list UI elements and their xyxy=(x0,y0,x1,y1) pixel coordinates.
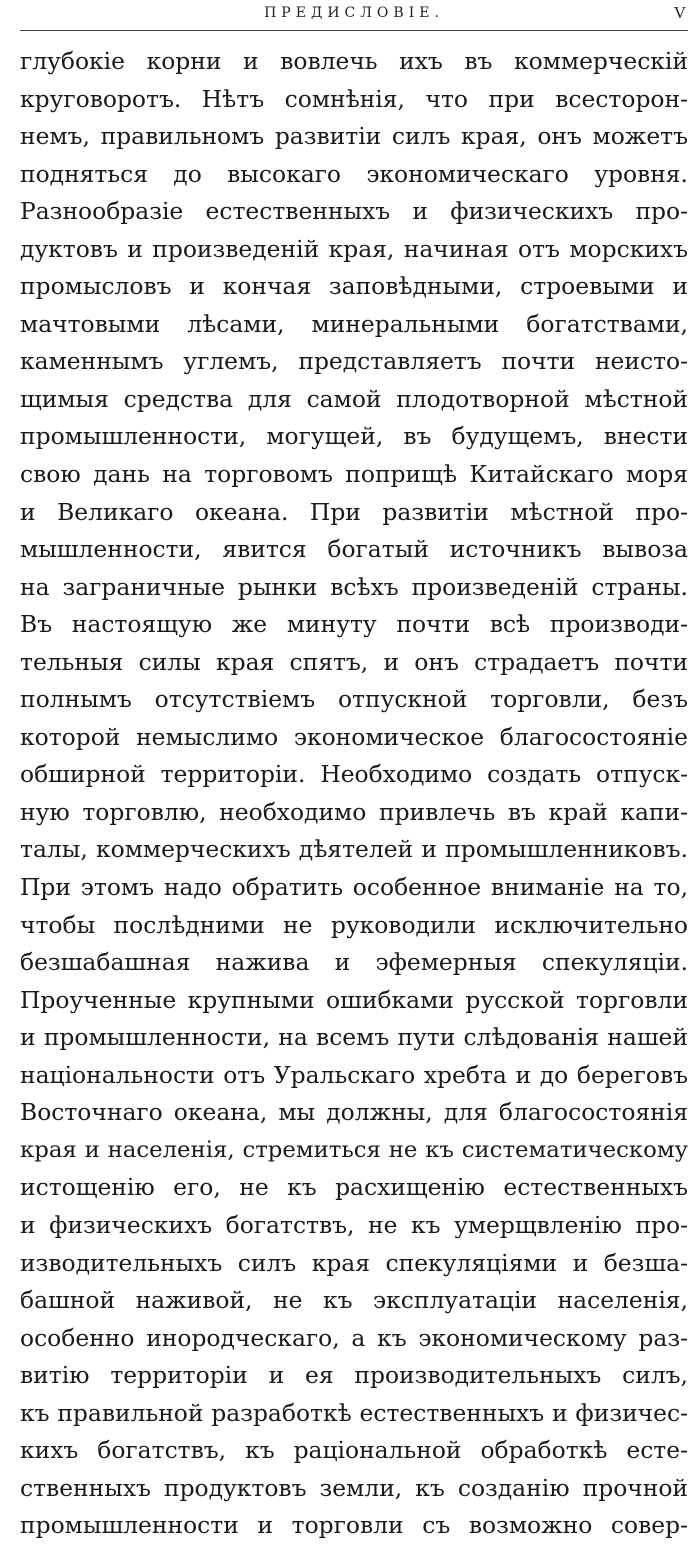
text-line: кихъ богатствъ, къ раціональной обработкѣ есте- xyxy=(20,1436,688,1465)
text-line: ственныхъ продуктовъ земли, къ созданію прочной xyxy=(20,1473,688,1502)
text-line: талы, коммерческихъ дѣятелей и промышленниковъ. xyxy=(20,835,688,864)
text-line: каменнымъ углемъ, представляетъ почти неисто- xyxy=(20,347,688,376)
text-line: тельныя силы края спятъ, и онъ страдаетъ почти xyxy=(20,647,688,676)
text-line: обширной территоріи. Необходимо создать отпуск- xyxy=(20,760,688,789)
text-line: Разнообразіе естественныхъ и физическихъ про- xyxy=(20,197,688,226)
text-line: которой немыслимо экономическое благосостояніе xyxy=(20,722,688,751)
text-line: безшабашная нажива и эфемерныя спекуляціи. xyxy=(20,948,688,977)
text-line: мачтовыми лѣсами, минеральными богатствами, xyxy=(20,309,688,338)
text-line: мышленности, явится богатый источникъ вывоза xyxy=(20,535,688,564)
text-line: глубокіе корни и вовлечь ихъ въ коммерческій xyxy=(20,47,688,75)
text-line: Проученные крупными ошибками русской торговли xyxy=(20,985,688,1014)
text-line: и физическихъ богатствъ, не къ умерщвленію про- xyxy=(20,1210,688,1239)
text-line: Восточнаго океана, мы должны, для благосостоянія xyxy=(20,1098,688,1127)
text-line: края и населенія, стремиться не къ систематическому xyxy=(20,1136,688,1163)
text-line: ную торговлю, необходимо привлечь въ край капи- xyxy=(20,797,688,826)
text-line: промысловъ и кончая заповѣдными, строевыми и xyxy=(20,272,688,301)
running-title: ПРЕДИСЛОВІЕ. xyxy=(264,5,444,21)
text-line: промышленности и торговли съ возможно совер- xyxy=(20,1511,688,1540)
text-line: немъ, правильномъ развитіи силъ края, онъ можетъ xyxy=(20,122,688,151)
text-line: и промышленности, на всемъ пути слѣдованія нашей xyxy=(20,1023,688,1052)
running-header xyxy=(20,2,688,31)
text-line: свою дань на торговомъ поприщѣ Китайскаго моря xyxy=(20,460,688,489)
text-line: дуктовъ и произведеній края, начиная отъ морскихъ xyxy=(20,234,688,263)
text-line: щимыя средства для самой плодотворной мѣстной xyxy=(20,384,688,413)
text-line: чтобы послѣдними не руководили исключительно xyxy=(20,910,688,939)
text-line: національности отъ Уральскаго хребта и до береговъ xyxy=(20,1060,688,1089)
text-line: промышленности, могущей, въ будущемъ, внести xyxy=(20,422,688,451)
text-line: круговоротъ. Нѣтъ сомнѣнія, что при всесторон- xyxy=(20,84,688,113)
text-line: особенно инородческаго, а къ экономическому раз- xyxy=(20,1323,688,1352)
text-line: и Великаго океана. При развитіи мѣстной про- xyxy=(20,497,688,526)
text-line: полнымъ отсутствіемъ отпускной торговли, безъ xyxy=(20,685,688,714)
text-line: Въ настоящую же минуту почти всѣ производи- xyxy=(20,610,688,639)
text-line: къ правильной разработкѣ естественныхъ и физичес- xyxy=(20,1398,688,1427)
text-line: истощенію его, не къ расхищенію естественныхъ xyxy=(20,1173,688,1202)
text-line: витію территоріи и ея производительныхъ силъ, xyxy=(20,1361,688,1390)
text-line: При этомъ надо обратить особенное вниманіе на то, xyxy=(20,873,688,902)
text-line: изводительныхъ силъ края спекуляціями и безша- xyxy=(20,1248,688,1277)
text-line: подняться до высокаго экономическаго уровня. xyxy=(20,159,688,188)
text-line: башной наживой, не къ эксплуатаціи населенія, xyxy=(20,1286,688,1315)
text-line: на заграничные рынки всѣхъ произведеній страны. xyxy=(20,572,688,601)
body-text xyxy=(20,43,688,1545)
page-number: V xyxy=(673,3,686,22)
